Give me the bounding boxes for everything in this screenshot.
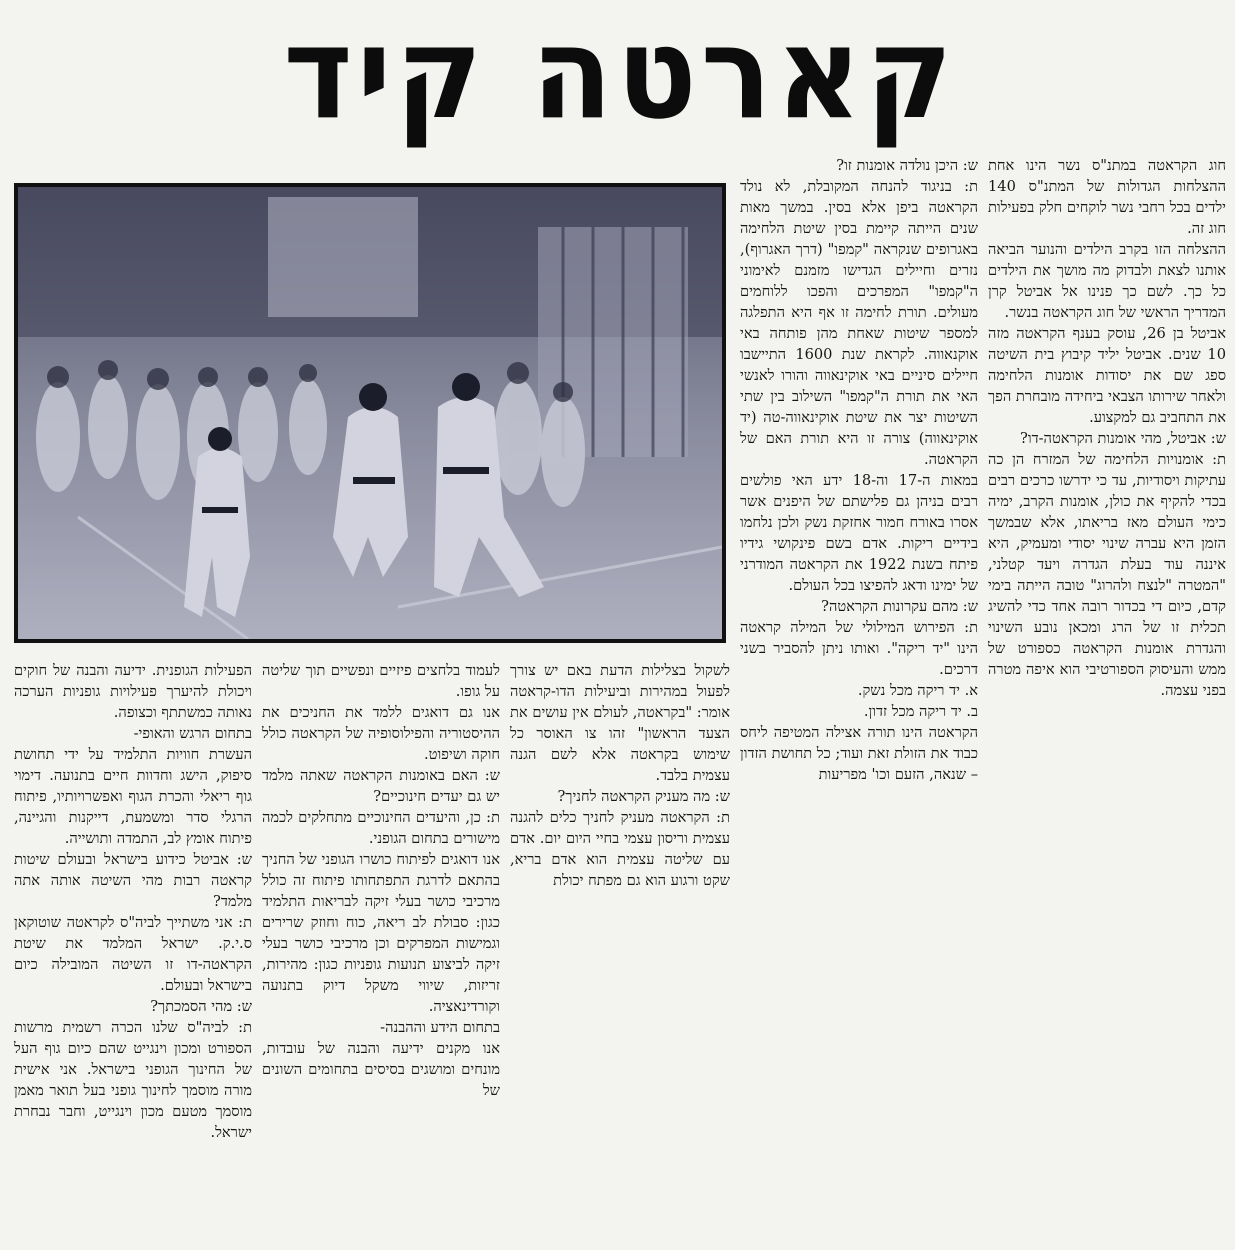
paragraph: חוג הקראטה במתנ"ס נשר הינו אחת ההצלחות הגדולות של המתנ"ס 140 ילדים בכל רחבי נשר לוקחים חלק בפעילות חוג זה. [988, 157, 1226, 237]
paragraph: אנו מקנים ידיעה והבנה של עובדות, מונחים ומושגים בסיסים בתחומים השונים של [262, 1040, 500, 1099]
answer: ת: בניגוד להנחה המקובלת, לא נולד הקראטה ביפן אלא בסין. במשך מאות שנים הייתה קיימת בסין שיטת הלחימה באגרופים שנקראה "קמפו" (דרך האגרוף), נזרים וחיילים הגדישו מזמנם לאימוני ה"קמפו" המפרכים והפכו ללוחמים מעולים. תורת לחימה זו אף היא התפלגה למספר שיטות שאחת מהן פותחה באי אוקנאווה. לקראת שנת 1600 התיישבו חיילים סיניים באי אוקינאווה והורו לאנשי האי את תורת ה"קמפו" השילוב בין שתי השיטות יצר את שיטת אוקינאווה-טה (יד אוקינאווה) צורה זו היא תורת האם של הקראטה. [740, 178, 978, 468]
paragraph: אביטל בן 26, עוסק בענף הקראטה מזה 10 שנים. אביטל יליד קיבוץ בית השיטה ספג שם את יסודות אומנות הלחימה ולאחר שירותו הצבאי ביחידה מובחרת הפך את התחביב גם למקצוע. [988, 325, 1226, 426]
answer: ת: הקראטה מעניק לחניך כלים להגנה עצמית וריסון עצמי בחיי היום יום. אדם עם שליטה עצמית הוא אדם בריא, שקט ורגוע הוא גם מפתח יכולת [510, 809, 730, 889]
paragraph: ב. יד ריקה מכל זדון. [863, 703, 978, 720]
answer: ת: אני משתייך לביה"ס לקראטה שוטוקאן ס.י.ק. ישראל המלמד את שיטת הקראטה-דו זו השיטה המובילה כיום בישראל ובעולם. [14, 914, 252, 994]
subheading: בתחום הרגש והאופי- [133, 725, 252, 742]
question: ש: האם באומנות הקראטה שאתה מלמד יש גם יעדים חינוכיים? [262, 767, 500, 805]
answer: ת: לביה"ס שלנו הכרה רשמית מרשות הספורט ומכון וינגייט שהם כיום גוף העל של החינוך הגופני בישראל. אני אישית מורה מוסמך לחינוך גופני בעל תואר מאמן מוסמך מטעם מכון וינגייט, וחבר נבחרת ישראל. [14, 1019, 252, 1141]
subheading: בתחום הידע וההבנה- [380, 1019, 500, 1036]
question: ש: היכן נולדה אומנות זו? [836, 157, 978, 174]
paragraph: הפעילות הגופנית. ידיעה והבנה של חוקים ויכולת להיערך פעילויות גופניות הערכה נאותה כמשתתף וכצופה. [14, 662, 252, 721]
article-column-5 [14, 660, 252, 1250]
headline: קארטה קיד [283, 0, 957, 148]
article-column-1 [988, 155, 1226, 1155]
answer: ת: כן, והיעדים החינוכיים מתחלקים לכמה מישורים בתחום הגופני. [262, 809, 500, 847]
paragraph: א. יד ריקה מכל נשק. [857, 682, 978, 699]
paragraph: הקראטה הינו תורה אצילה המטיפה ליחס כבוד את הזולת זאת ועוד; כל תחושת הזדון – שנאה, הזעם וכו' מפריעות [740, 724, 978, 783]
answer: ת: הפירוש המילולי של המילה קראטה הינו "יד ריקה". ואותו ניתן להסביר בשני דרכים. [740, 619, 978, 678]
answer: ת: אומנויות הלחימה של המזרח הן כה עתיקות ויסודיות, עד כי ידרשו כרכים רבים בכדי להקיף את כולן, אומנות הקרב, ימיה כימי העולם מאז בריאתו, אלא שבמשך הזמן היא עברה שינוי יסודי ומעמיק, היא איננה עוד בעלת הגדרה ויעד קטלני, "המטרה "לנצח ולהרוג" טובה הייתה בימי קדם, כיום די בכדור רובה אחד כדי להשיג תכלית זו של הרג ומכאן נובע השינוי והגדרת אומנות הקראטה כספורט של ממש והעיסוק הספורטיבי הוא איפה מטרה בפני עצמה. [988, 451, 1226, 699]
paragraph: אנו גם דואגים ללמד את החניכים את ההיסטוריה והפילוסופיה של הקראטה כולל חוקה ושיפוט. [262, 704, 500, 763]
paragraph: ההצלחה הזו בקרב הילדים והנוער הביאה אותנו לצאת ולבדוק מה מושך את הילדים כל כך. לשם כך פנינו אל אביטל קרן המדריך הראשי של חוג הקראטה בנשר. [988, 241, 1226, 321]
article-column-4 [262, 660, 500, 1250]
question: ש: אביטל כידוע בישראל ובעולם שיטות קראטה רבות מהי השיטה אותה אתה מלמד? [14, 851, 252, 910]
karate-class-photo-drawing [18, 187, 722, 639]
karate-class-photo [14, 183, 726, 643]
article-column-3 [510, 660, 730, 930]
paragraph: לעמוד בלחצים פיזיים ונפשיים תוך שליטה על גופו. [262, 662, 500, 700]
article-column-2 [740, 155, 978, 945]
paragraph: לשקול בצלילות הדעת באם יש צורך לפעול במהירות וביעילות הדו-קראטה אומר: "בקראטה, לעולם אין עושים את הצעד הראשון" זהו צו האוסר כל שימוש בקראטה אלא לשם הגנה עצמית בלבד. [510, 662, 730, 784]
question: ש: מה מעניק הקראטה לחניך? [557, 788, 730, 805]
paragraph: במאות ה-17 וה-18 ידע האי פולשים רבים בניהן גם פלישתם של היפנים אשר אסרו באורח חמור אחזקת נשק ולכן נלחמו בידיים ריקות. אדם בשם פינקושי גידיו פיתח בשנת 1922 את הקראטה המודרני של ימינו ודאג להפיצו בכל העולם. [740, 472, 978, 594]
paragraph: אנו דואגים לפיתוח כושרו הגופני של החניך בהתאם לדרגת התפתחותו פיתוח זה כולל מרכיבי כושר בעלי זיקה לבריאות התלמיד כגון: סבולת לב ריאה, כוח וחוזק שרירים וגמישות המפרקים וכן מרכיבי כושר בעלי זיקה לביצוע תנועות גופניות כגון: מהירות, זריזות, שיווי משקל דיוק בתנועה וקורדינאציה. [262, 851, 500, 1015]
question: ש: אביטל, מהי אומנות הקראטה-דו? [1020, 430, 1226, 447]
question: ש: מהי הסמכתך? [150, 998, 252, 1015]
paragraph: העשרת חוויות התלמיד על ידי תחושת סיפוק, הישג וחדוות חיים בתנועה. דימוי גוף ריאלי והכרת הגוף ואפשרויותיו, פיתוח הרגלי סדר ומשמעת, דייקנות והגיינה, פיתוח אומץ לב, התמדה ותושייה. [14, 746, 252, 847]
question: ש: מהם עקרונות הקראטה? [821, 598, 978, 615]
